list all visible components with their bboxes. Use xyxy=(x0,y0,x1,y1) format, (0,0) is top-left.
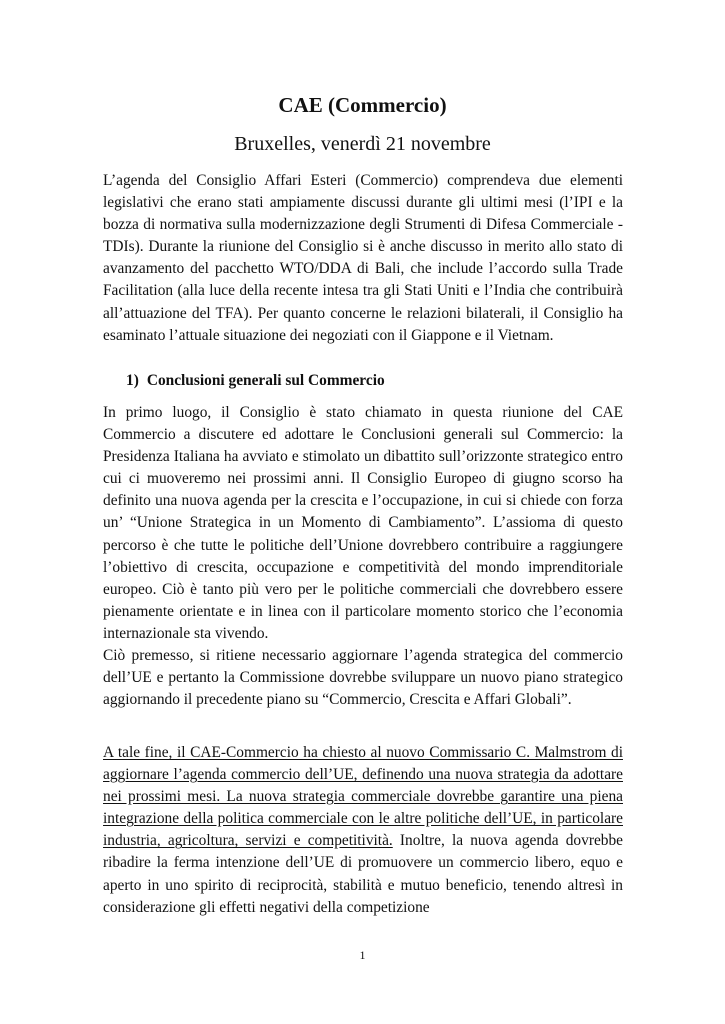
section-paragraph-3 xyxy=(103,742,623,919)
document-title: CAE (Commercio) xyxy=(278,93,447,117)
section-heading-text: Conclusioni generali sul Commercio xyxy=(146,372,385,389)
page-number: 1 xyxy=(359,948,366,962)
section-heading xyxy=(126,370,385,392)
section-number: 1) xyxy=(126,372,139,389)
document-subtitle: Bruxelles, venerdì 21 novembre xyxy=(234,133,491,155)
intro-paragraph: L’agenda del Consiglio Affari Esteri (Commercio) comprendeva due elementi legislativi che erano stati ampiamente discussi durante gli ultimi mesi (l’IPI e la bozza di normativa sulla modernizzazione degli Strumenti di Difesa Commerciale -TDIs). Durante la riunione del Consiglio si è anche discusso in merito allo stato di avanzamento del pacchetto WTO/DDA di Bali, che include l’accordo sulla Trade Facilitation (alla luce della recente intesa tra gli Stati Uniti e l’India che contribuirà all’attuazione del TFA). Per quanto concerne le relazioni bilaterali, il Consiglio ha esaminato l’attuale situazione dei negoziati con il Giappone e il Vietnam. xyxy=(103,172,623,344)
section-paragraph-2: Ciò premesso, si ritiene necessario aggiornare l’agenda strategica del commercio dell’UE e pertanto la Commissione dovrebbe sviluppare un nuovo piano strategico aggiornando il precedente piano su “Commercio, Crescita e Affari Globali”. xyxy=(103,647,623,709)
paragraph-3-continuation: Inoltre, la nuova agenda dovrebbe ribadire la ferma intenzione dell’UE di promuovere un commercio libero, equo e aperto in uno spirito di reciprocità, stabilità e mutuo beneficio, tenendo altresì in considerazione gli effetti negativi della competizione xyxy=(103,832,623,916)
section-paragraph-1: In primo luogo, il Consiglio è stato chiamato in questa riunione del CAE Commercio a discutere ed adottare le Conclusioni generali sul Commercio: la Presidenza Italiana ha avviato e stimolato un dibattito sull’orizzonte strategico entro cui ci muoveremo nei prossimi anni. Il Consiglio Europeo di giugno scorso ha definito una nuova agenda per la crescita e l’occupazione, in cui si chiede con forza un’ “Unione Strategica in un Momento di Cambiamento”. L’assioma di questo percorso è che tutte le politiche dell’Unione dovrebbero contribuire a raggiungere l’obiettivo di crescita, occupazione e competitività del mondo imprenditoriale europeo. Ciò è tanto più vero per le politiche commerciali che dovrebbero essere pienamente orientate e in linea con il particolare momento storico che l’economia internazionale sta vivendo. xyxy=(103,404,623,642)
underlined-text: A tale fine, il CAE-Commercio ha chiesto al nuovo Commissario C. Malmstrom di aggiornare l’agenda commercio dell’UE, definendo una nuova strategia da adottare nei prossimi mesi. La nuova strategia commerciale dovrebbe garantire una piena integrazione della politica commerciale con le altre politiche dell’UE, in particolare industria, agricoltura, servizi e competitività. xyxy=(103,744,623,850)
